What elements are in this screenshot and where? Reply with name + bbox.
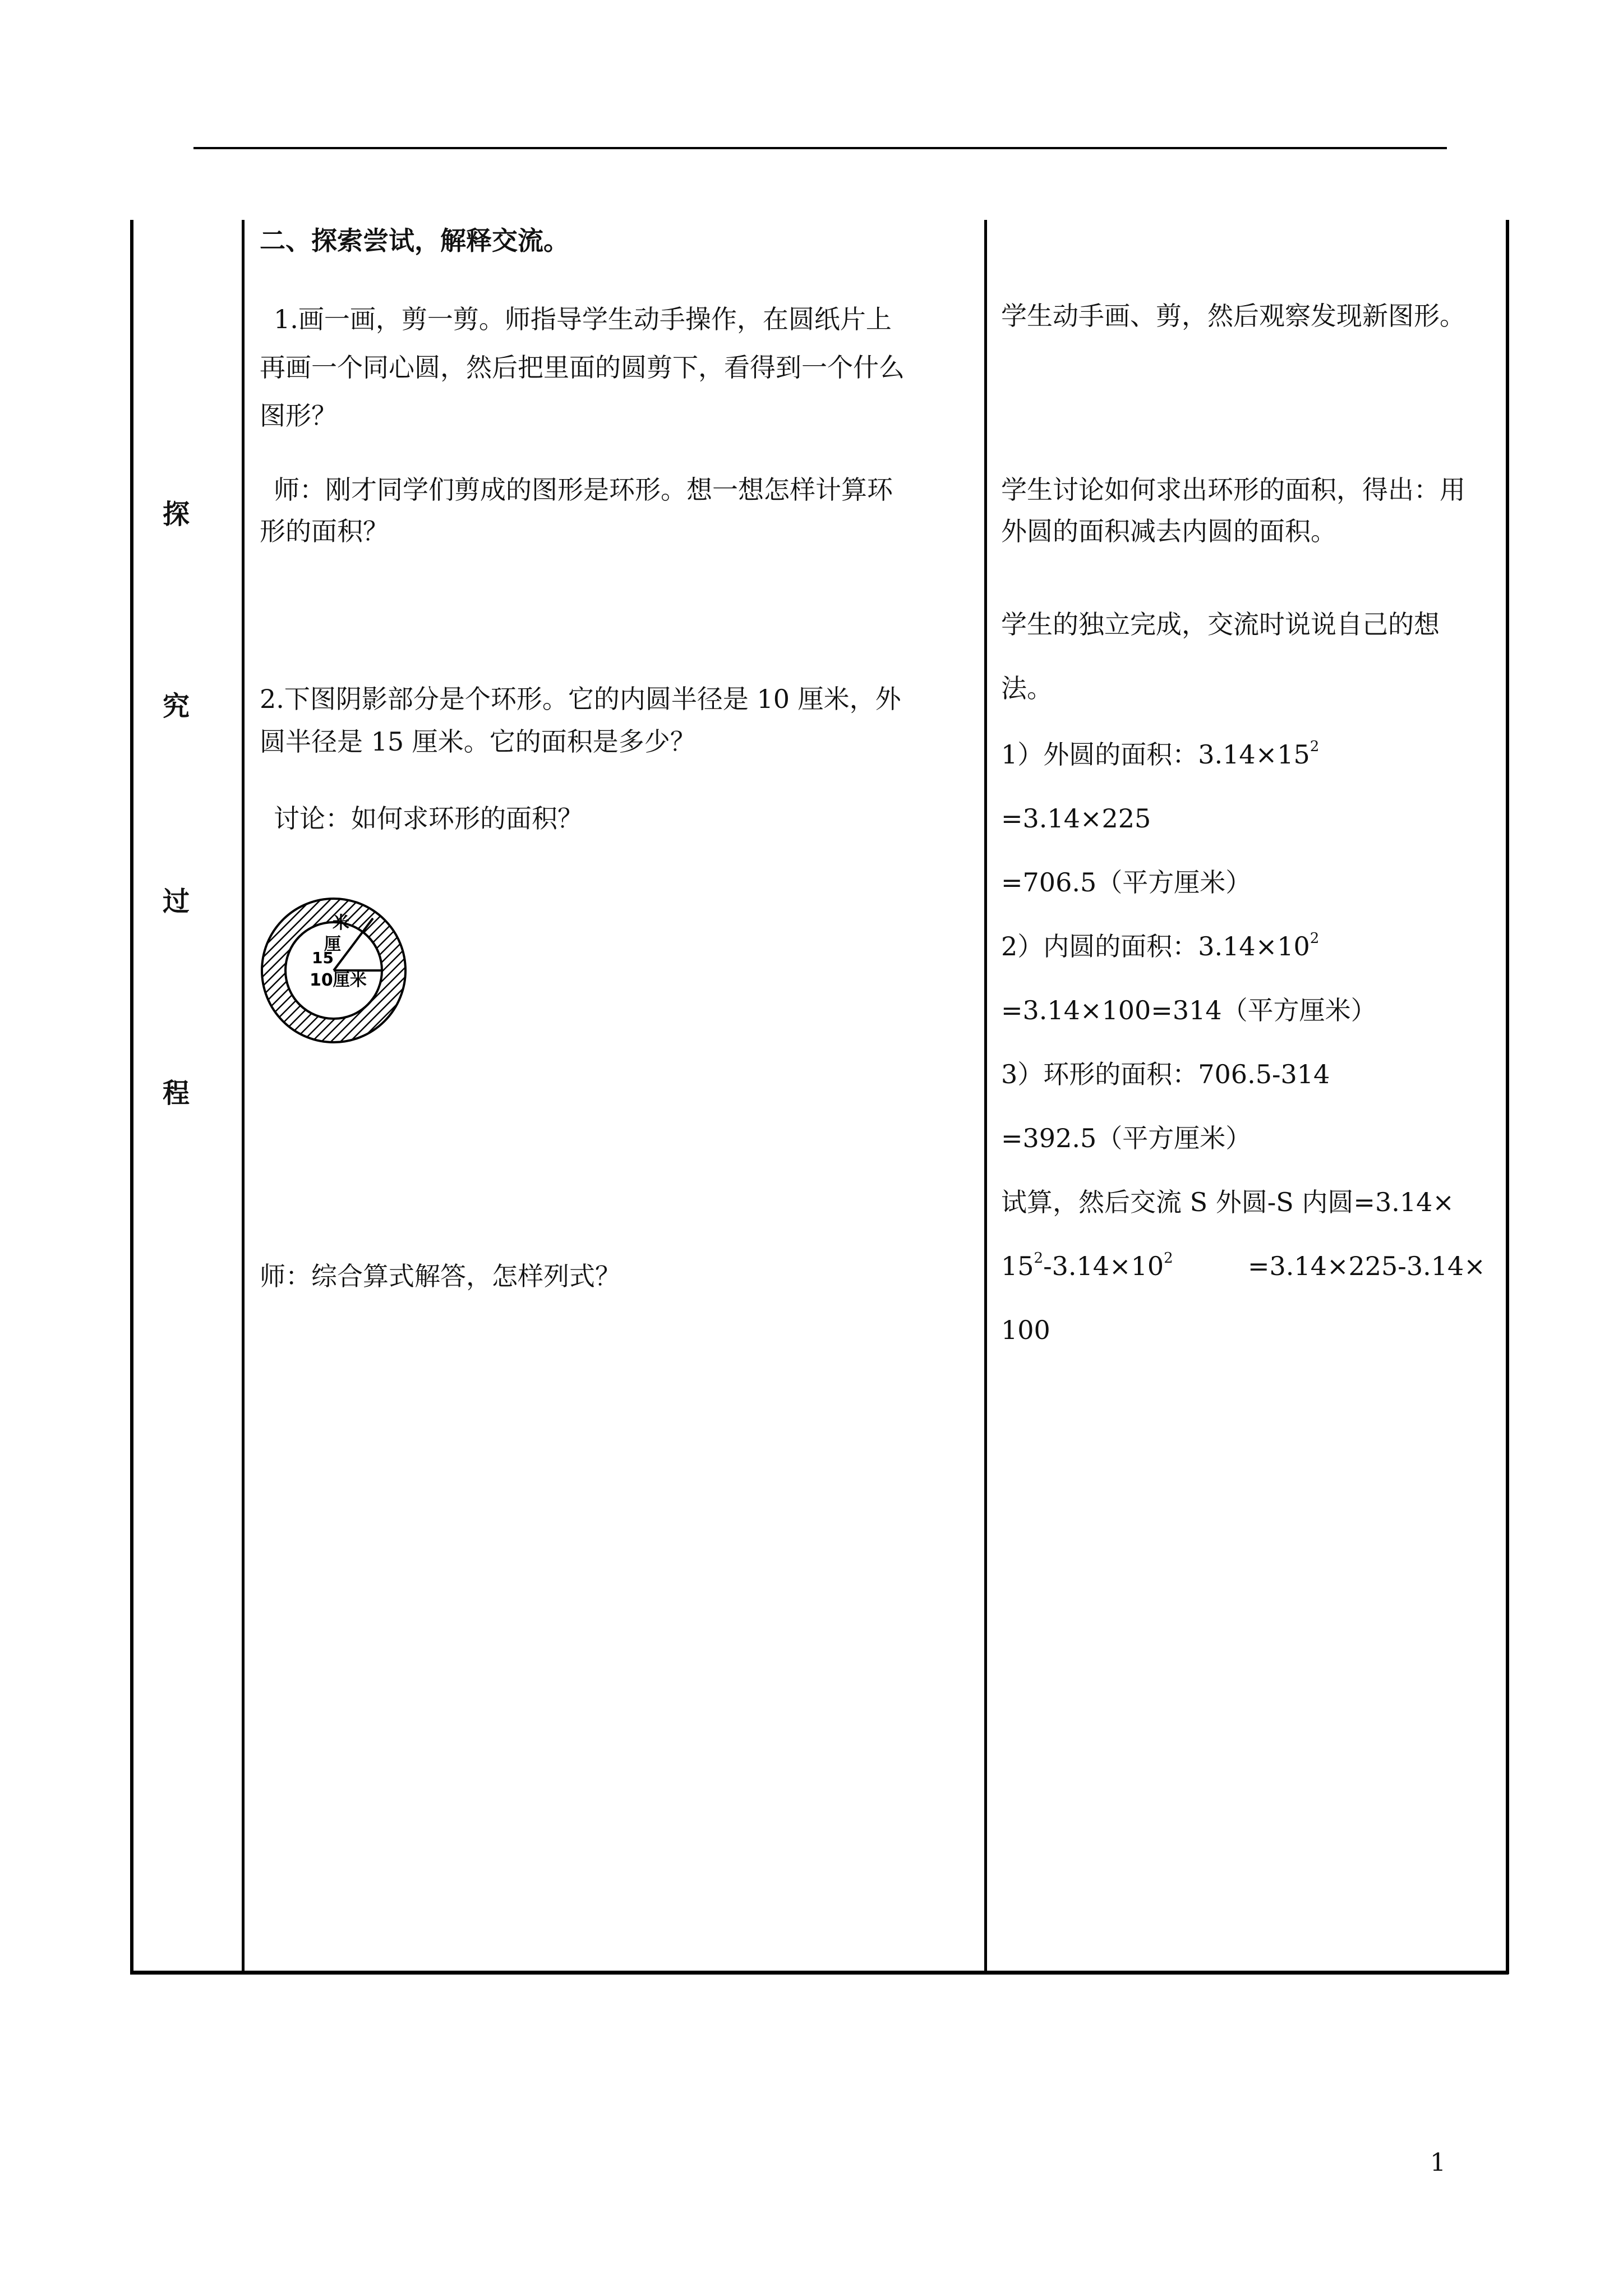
teacher-p1-line3: 图形？: [260, 401, 337, 431]
header-rule: [193, 147, 1447, 149]
label-top-2: 厘: [324, 935, 341, 954]
calc-line-4: [1001, 922, 1319, 970]
label-10cm: 10厘米: [310, 970, 367, 990]
calc-line-7: =392.5（平方厘米）: [1001, 1123, 1252, 1153]
table-border-left: [130, 220, 133, 1974]
stage-char-1: 探: [163, 499, 190, 530]
label-15: 15: [312, 949, 334, 967]
stage-char-2: 究: [163, 691, 190, 722]
calc-line-9b: -3.14×10: [1043, 1251, 1164, 1281]
student-s2-line2: 外圆的面积减去内圆的面积。: [1001, 516, 1336, 546]
student-s2-line1: 学生讨论如何求出环形的面积，得出：用: [1001, 475, 1465, 505]
calc-line-1-text: 1）外圆的面积：3.14×15: [1001, 739, 1310, 770]
teacher-p1-line2: 再画一个同心圆，然后把里面的圆剪下，看得到一个什么: [260, 352, 905, 383]
calc-line-9c: =3.14×225-3.14×: [1248, 1251, 1486, 1281]
teacher-p2-line1: 师：刚才同学们剪成的图形是环形。想一想怎样计算环: [274, 475, 893, 505]
stage-char-3: 过: [163, 886, 190, 917]
label-top-1: 米: [333, 913, 349, 933]
calc-line-1-sup: 2: [1310, 738, 1320, 755]
calc-line-9a-sup: 2: [1034, 1250, 1044, 1267]
calc-line-9a: 15: [1001, 1251, 1034, 1281]
table-border-bottom: [130, 1971, 1509, 1975]
calc-line-4-text: 2）内圆的面积：3.14×10: [1001, 931, 1310, 961]
stage-char-4: 程: [163, 1078, 190, 1109]
calc-line-1: [1001, 730, 1319, 779]
calc-line-6: 3）环形的面积：706.5-314: [1001, 1059, 1330, 1089]
calc-line-2: =3.14×225: [1001, 803, 1151, 834]
teacher-p1-line1: 1.画一画，剪一剪。师指导学生动手操作，在圆纸片上: [274, 304, 892, 334]
student-s3-line1: 学生的独立完成，交流时说说自己的想: [1001, 609, 1440, 639]
teacher-discussion: 讨论：如何求环形的面积？: [274, 803, 583, 834]
table-border-right: [1506, 220, 1509, 1974]
calc-line-9: [1001, 1242, 1173, 1290]
table-divider-2: [984, 220, 987, 1974]
student-s3-line2: 法。: [1001, 673, 1053, 703]
teacher-formula-question: 师：综合算式解答，怎样列式？: [260, 1261, 621, 1291]
calc-line-4-sup: 2: [1310, 930, 1320, 947]
calc-line-5: =3.14×100=314（平方厘米）: [1001, 995, 1377, 1025]
student-s1: 学生动手画、剪，然后观察发现新图形。: [1001, 301, 1465, 331]
teacher-p2-line2: 形的面积？: [260, 516, 389, 546]
teacher-p3-line1: 2.下图阴影部分是个环形。它的内圆半径是 10 厘米，外: [260, 684, 901, 714]
calc-line-9b-sup: 2: [1164, 1250, 1173, 1267]
teacher-p3-line2: 圆半径是 15 厘米。它的面积是多少？: [260, 726, 696, 757]
page-number: 1: [1430, 2148, 1446, 2177]
table-divider-1: [242, 220, 245, 1974]
calc-line-8: 试算，然后交流 S 外圆-S 内圆=3.14×: [1001, 1187, 1454, 1217]
section-heading: 二、探索尝试，解释交流。: [260, 226, 569, 256]
calc-line-10: 100: [1001, 1315, 1050, 1345]
annulus-diagram: [258, 895, 409, 1046]
calc-line-3: =706.5（平方厘米）: [1001, 867, 1252, 898]
